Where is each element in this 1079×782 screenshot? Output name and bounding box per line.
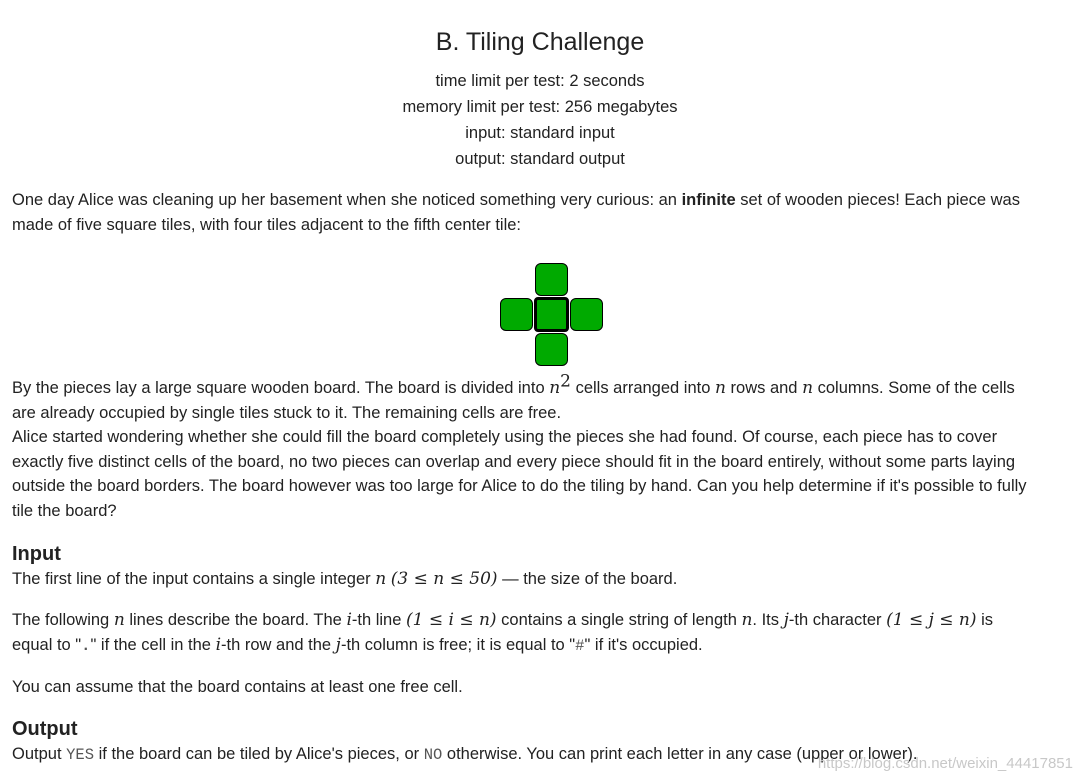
input-line-1	[12, 567, 1079, 592]
piece-tile-center	[534, 297, 569, 332]
input-text: — the size of the board.	[497, 570, 678, 588]
statement-text: made of five square tiles, with four tiles adjacent to the fifth center tile:	[12, 215, 522, 234]
occupied-cell-char: #	[575, 636, 585, 655]
math-n: n	[741, 610, 753, 630]
math-constraint: (3 ≤ n ≤ 50)	[390, 569, 498, 589]
problem-title: B. Tiling Challenge	[435, 28, 645, 56]
emphasis-infinite: infinite	[681, 191, 736, 209]
statement-paragraph-2	[12, 371, 1079, 523]
statement-text: exactly five distinct cells of the board, no two pieces can overlap and every piece should fit in the board entirely, without some parts laying	[12, 452, 1016, 471]
math-n: n	[549, 378, 561, 398]
math-i: i	[215, 634, 222, 655]
output-no: NO	[423, 746, 443, 764]
problem-header	[0, 24, 1079, 172]
input-file: input: standard input	[465, 124, 615, 142]
cross-piece-illustration	[500, 263, 605, 368]
input-text: -th character	[788, 611, 887, 629]
statement-text: By the pieces lay a large square wooden board. The board is divided into	[12, 379, 550, 397]
output-text: if the board can be tiled by Alice's pieces, or	[94, 745, 424, 763]
input-heading: Input	[12, 543, 61, 565]
input-text: " if the cell in the	[90, 635, 216, 654]
math-exponent: 2	[560, 371, 571, 392]
statement-text: are already occupied by single tiles stuck to it. The remaining cells are free.	[12, 403, 562, 422]
output-text: otherwise. You can print each letter in any case (upper or lower).	[442, 745, 918, 763]
input-text: -th row and the	[221, 635, 336, 654]
memory-limit: memory limit per test: 256 megabytes	[402, 98, 678, 116]
piece-tile-left	[500, 298, 533, 331]
output-text: Output	[12, 745, 67, 763]
input-text: -th column is free; it is equal to "	[340, 635, 576, 654]
math-n: n	[375, 569, 387, 589]
statement-paragraph-1	[12, 188, 1079, 237]
input-text: contains a single string of length	[496, 611, 742, 629]
free-cell-char: .	[81, 636, 91, 655]
statement-text: tile the board?	[12, 501, 117, 520]
input-text: -th line	[351, 611, 406, 629]
math-n: n	[714, 378, 726, 398]
watermark: https://blog.csdn.net/weixin_44417851	[817, 755, 1073, 772]
output-file: output: standard output	[455, 150, 625, 168]
math-i: i	[346, 610, 352, 630]
statement-text: Alice started wondering whether she could fill the board completely using the pieces she had found. Of course, each piece has to cover	[12, 428, 998, 446]
math-n: n	[802, 378, 814, 398]
statement-text: columns. Some of the cells	[813, 379, 1015, 397]
math-j: j	[335, 634, 341, 655]
piece-tile-right	[570, 298, 603, 331]
input-text: " if it's occupied.	[584, 635, 703, 654]
math-n: n	[113, 610, 125, 630]
output-heading: Output	[12, 718, 78, 740]
input-line-2	[12, 608, 1079, 658]
input-text: . Its	[752, 611, 784, 629]
statement-text: cells arranged into	[570, 379, 715, 397]
input-line-4: You can assume that the board contains at least one free cell.	[12, 678, 463, 696]
output-yes: YES	[66, 746, 95, 764]
statement-text: outside the board borders. The board however was too large for Alice to do the tiling by hand. Can you help determine if it's possible to fully	[12, 477, 1027, 495]
math-j: j	[783, 610, 789, 630]
statement-text: rows and	[725, 379, 803, 397]
input-text: The first line of the input contains a single integer	[12, 570, 376, 588]
input-text: equal to "	[12, 635, 82, 654]
statement-text: One day Alice was cleaning up her basement when she noticed something very curious: an	[12, 191, 682, 209]
piece-tile-bottom	[535, 333, 568, 366]
input-text: is	[976, 611, 993, 629]
statement-text: set of wooden pieces! Each piece was	[735, 191, 1020, 209]
input-text: lines describe the board. The	[124, 611, 347, 629]
piece-tile-top	[535, 263, 568, 296]
time-limit: time limit per test: 2 seconds	[435, 72, 645, 90]
input-text: The following	[12, 611, 114, 629]
math-constraint: (1 ≤ j ≤ n)	[886, 610, 977, 630]
math-constraint: (1 ≤ i ≤ n)	[405, 610, 497, 630]
